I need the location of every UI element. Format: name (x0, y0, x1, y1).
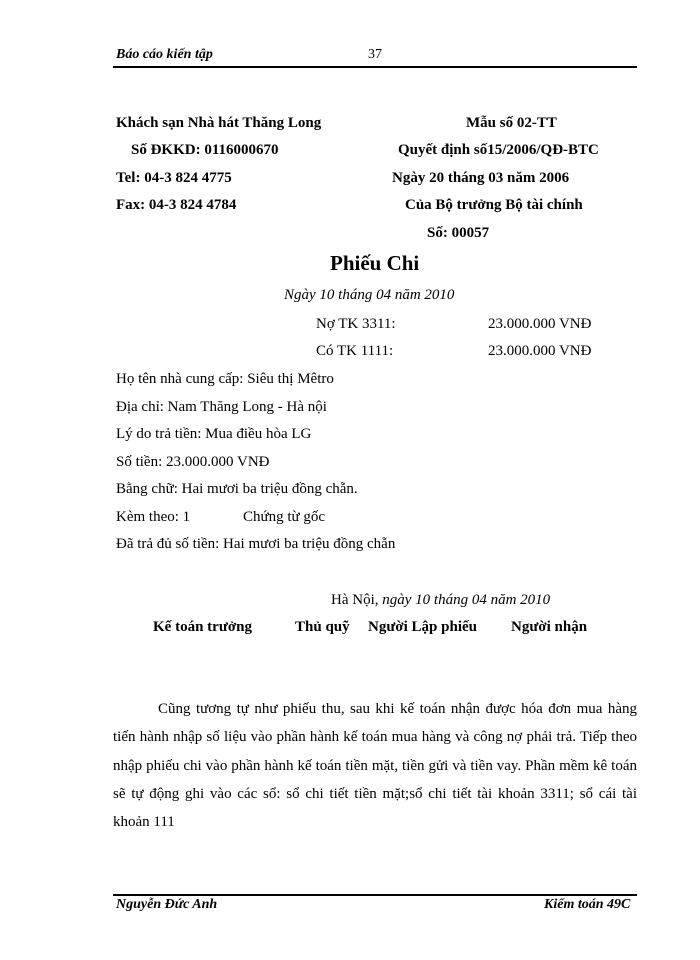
amount-line: Số tiền: 23.000.000 VNĐ (116, 454, 270, 470)
company-registration: Số ĐKKD: 0116000670 (131, 142, 279, 158)
header-rule (113, 66, 637, 68)
signature-chief-accountant: Kế toán trưởng (153, 619, 252, 635)
signature-place-date (331, 592, 550, 609)
company-tel: Tel: 04-3 824 4775 (116, 170, 232, 186)
document-number: Số: 00057 (427, 225, 490, 241)
footer-author: Nguyễn Đức Anh (116, 897, 218, 912)
supplier-line: Họ tên nhà cung cấp: Siêu thị Mêtro (116, 371, 334, 387)
signature-place: Hà Nội, (331, 592, 379, 608)
footer-class: Kiểm toán 49C (544, 897, 631, 912)
form-decision: Quyết định số15/2006/QĐ-BTC (398, 142, 599, 158)
company-fax: Fax: 04-3 824 4784 (116, 197, 237, 213)
form-date: Ngày 20 tháng 03 năm 2006 (392, 170, 570, 186)
signature-date: ngày 10 tháng 04 năm 2010 (382, 592, 551, 608)
voucher-title: Phiếu Chi (330, 251, 420, 275)
amount-in-words-line: Bằng chữ: Hai mươi ba triệu đồng chẵn. (116, 481, 358, 497)
address-line: Địa chỉ: Nam Thăng Long - Hà nội (116, 399, 327, 415)
form-number: Mẫu số 02-TT (466, 115, 557, 131)
form-issuer: Của Bộ trưởng Bộ tài chính (405, 197, 583, 213)
credit-amount: 23.000.000 VNĐ (488, 343, 592, 359)
voucher-date: Ngày 10 tháng 04 năm 2010 (284, 287, 455, 303)
signature-cashier: Thủ quỹ (295, 619, 350, 635)
signature-preparer: Người Lập phiếu (368, 619, 478, 635)
footer-rule (113, 894, 637, 896)
attached-count: Kèm theo: 1 (116, 509, 191, 525)
attached-document: Chứng từ gốc (243, 509, 326, 525)
reason-line: Lý do trả tiền: Mua điều hòa LG (116, 426, 312, 442)
signature-receiver: Người nhận (511, 619, 588, 635)
page-number: 37 (368, 47, 382, 62)
debit-amount: 23.000.000 VNĐ (488, 316, 592, 332)
header-title: Báo cáo kiến tập (116, 47, 213, 62)
company-name: Khách sạn Nhà hát Thăng Long (116, 115, 322, 131)
credit-account-label: Có TK 1111: (316, 343, 394, 359)
debit-account-label: Nợ TK 3311: (316, 316, 396, 332)
paid-full-line: Đã trả đủ số tiền: Hai mươi ba triệu đồng chẵn (116, 536, 396, 552)
body-paragraph: Cũng tương tự như phiếu thu, sau khi kế toán nhận được hóa đơn mua hàng tiến hành nhập số liệu vào phần hành kế toán mua hàng và công nợ phải trả. Tiếp theo nhập phiếu chi vào phần hành kế toán tiền mặt, tiền gửi và tiền vay. Phần mềm kê toán sẽ tự động ghi vào các sổ: sổ chi tiết tiền mặt;sổ chi tiết tài khoản 3311; sổ cái tài khoản 111 (113, 701, 637, 831)
